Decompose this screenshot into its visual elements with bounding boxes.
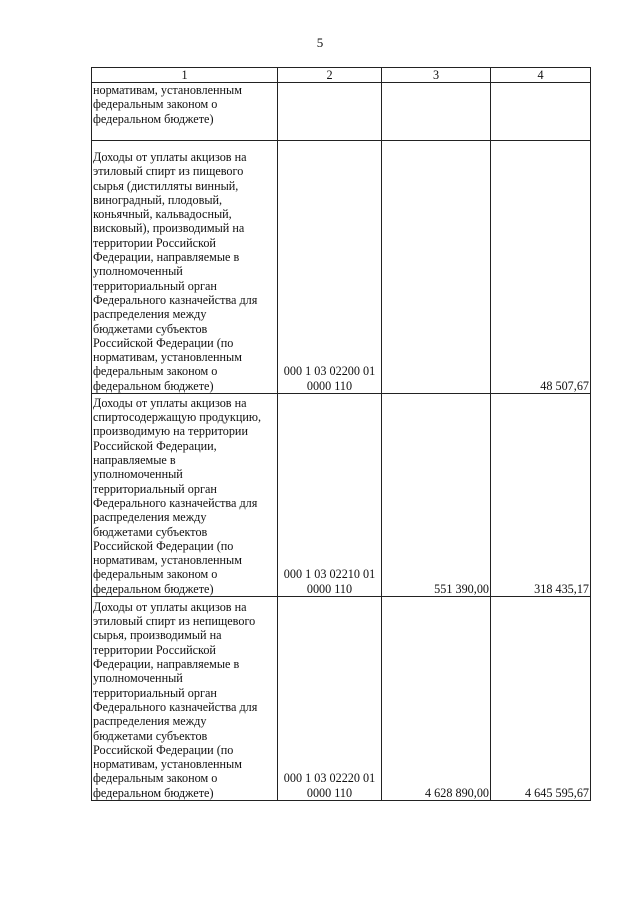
page-number: 5 [316, 35, 324, 50]
amount-cell-col3: 551 390,00 [382, 394, 491, 597]
amount-cell-col4: 48 507,67 [491, 141, 591, 394]
budget-code-cell: 000 1 03 02210 01 0000 110 [278, 394, 382, 597]
budget-code-cell: 000 1 03 02220 01 0000 110 [278, 597, 382, 801]
column-header-4: 4 [491, 68, 591, 83]
table-row [92, 597, 591, 801]
column-header-2: 2 [278, 68, 382, 83]
revenue-name-cell: Доходы от уплаты акцизов на этиловый спирт из непищевого сырья, производимый на территории Российской Федерации, направляемые в уполномоченный территориальный орган Федерального казначейства для распределения между бюджетами субъектов Российской Федерации (по нормативам, установленным федеральным законом о федеральном бюджете) [92, 597, 278, 801]
revenue-name-cell: Доходы от уплаты акцизов на спиртосодержащую продукцию, производимую на территории Российской Федерации, направляемые в уполномоченный территориальный орган Федерального казначейства для распределения между бюджетами субъектов Российской Федерации (по нормативам, установленным федеральным законом о федеральном бюджете) [92, 394, 278, 597]
budget-revenue-table [91, 67, 591, 801]
budget-code-cell [278, 83, 382, 141]
amount-cell-col4: 318 435,17 [491, 394, 591, 597]
table-row [92, 83, 591, 141]
column-header-3: 3 [382, 68, 491, 83]
amount-cell-col4: 4 645 595,67 [491, 597, 591, 801]
revenue-name-cell: нормативам, установленным федеральным законом о федеральном бюджете) [92, 83, 278, 141]
amount-cell-col3 [382, 83, 491, 141]
budget-code-cell: 000 1 03 02200 01 0000 110 [278, 141, 382, 394]
table-row [92, 141, 591, 394]
revenue-name-cell: Доходы от уплаты акцизов на этиловый спирт из пищевого сырья (дистилляты винный, виноградный, плодовый, коньячный, кальвадосный, висковый), производимый на территории Российской Федерации, направляемые в уполномоченный территориальный орган Федерального казначейства для распределения между бюджетами субъектов Российской Федерации (по нормативам, установленным федеральным законом о федеральном бюджете) [92, 141, 278, 394]
column-header-1: 1 [92, 68, 278, 83]
table-header-row [92, 68, 591, 83]
amount-cell-col3 [382, 141, 491, 394]
amount-cell-col4 [491, 83, 591, 141]
amount-cell-col3: 4 628 890,00 [382, 597, 491, 801]
table-row [92, 394, 591, 597]
